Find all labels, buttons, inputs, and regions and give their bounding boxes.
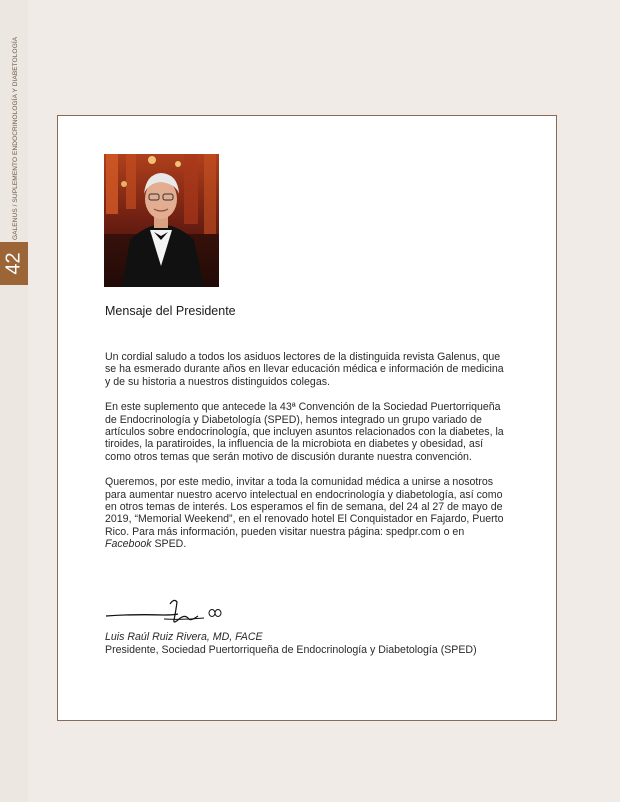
page-number-badge [0,242,28,285]
portrait-image [104,154,219,287]
signatory-name: Luis Raúl Ruiz Rivera, MD, FACE [105,631,263,643]
president-portrait [104,154,219,287]
paragraph-3-end: SPED. [151,538,187,551]
paragraph-2: En este suplemento que antecede la 43ª Convención de la Sociedad Puertorriqueña de Endocrinología y Diabetología (SPED), hemos integrado un grupo variado de artículos sobre endocrinología, que incluyen asuntos relacionados con la diabetes, la tiroides, la paratiroides, la influencia de la microbiota en diabetes y obesidad, así como otros temas que serán motivo de discusión durante nuestra convención. [105,401,504,463]
paragraph-1: Un cordial saludo a todos los asiduos lectores de la distinguida revista Galenus, que se ha esmerado durante años en llevar educación médica e información de medicina y de su historia a nuestros distinguidos colegas. [105,351,504,388]
handwritten-signature [104,596,234,630]
facebook-mention: Facebook [105,538,152,551]
paragraph-3 [105,476,510,550]
article-body [105,351,510,564]
paragraph-3-text: Queremos, por este medio, invitar a toda la comunidad médica a unirse a nosotros para aumentar nuestro acervo intelectual en endocrinología y diabetología, así como en otros temas de interés. Los esperamos el fin de semana, del 24 al 27 de mayo de 2019, “Memorial Weekend”, en el renovado hotel El Conquistador en Fajardo, Puerto Rico. Para más información, pueden visitar nuestra página: spedpr.com o en [105,476,504,538]
page-number: 42 [2,252,25,275]
article-title: Mensaje del Presidente [105,304,236,318]
running-header: GALENUS / SUPLEMENTO ENDOCRINOLOGÍA Y DIABETOLOGÍA [12,36,19,240]
signatory-role: Presidente, Sociedad Puertorriqueña de Endocrinología y Diabetología (SPED) [105,644,477,656]
